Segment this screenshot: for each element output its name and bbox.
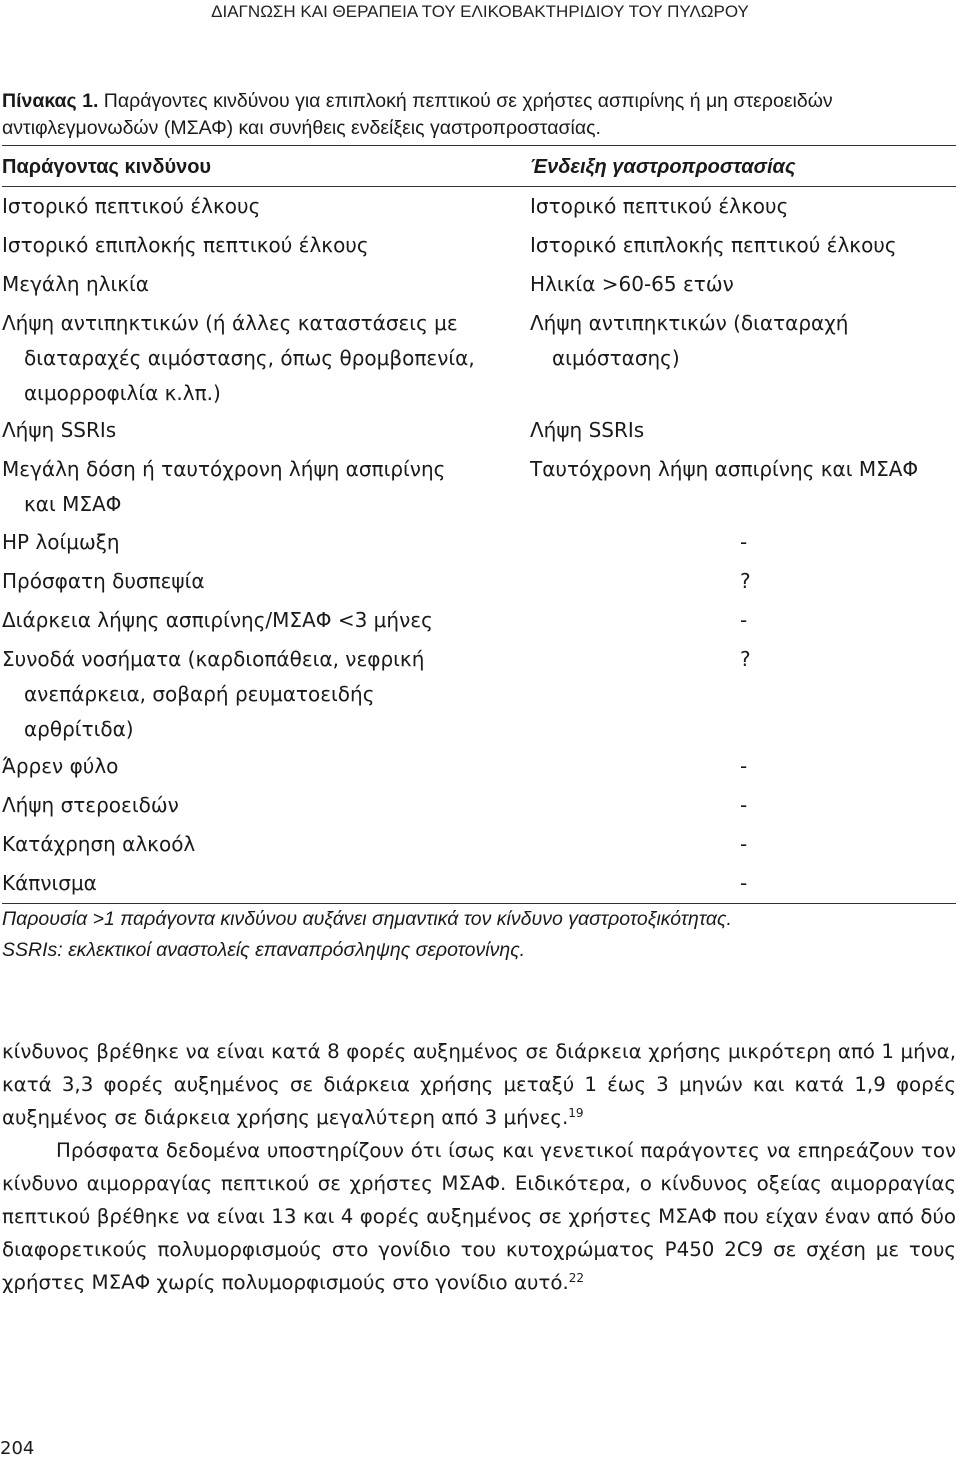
table-cell-indication: - <box>740 608 748 632</box>
table-cell-indication: ? <box>740 647 751 671</box>
table-cell-risk-continued: και ΜΣΑΦ <box>24 492 122 516</box>
table-cell-indication: Ταυτόχρονη λήψη ασπιρίνης και ΜΣΑΦ <box>530 457 919 481</box>
body-paragraph <box>2 1134 956 1299</box>
table-cell-risk: Μεγάλη ηλικία <box>2 272 149 296</box>
table-cell-risk: Λήψη στεροειδών <box>2 793 179 817</box>
table-cell-indication: - <box>740 793 748 817</box>
table-cell-indication: Ιστορικό πεπτικού έλκους <box>530 194 789 218</box>
citation-ref: 22 <box>568 1271 585 1285</box>
table-caption-text: Παράγοντες κινδύνου για επιπλοκή πεπτικού σε χρήστες ασπιρίνης ή μη στεροειδών αντιφλεγμονωδών (ΜΣΑΦ) και συνήθεις ενδείξεις γαστροπροστασίας. <box>2 90 833 139</box>
table-cell-risk: Πρόσφατη δυσπεψία <box>2 569 205 593</box>
page-number: 204 <box>0 1438 35 1459</box>
table-cell-risk: Διάρκεια λήψης ασπιρίνης/ΜΣΑΦ <3 μήνες <box>2 608 433 632</box>
table-cell-indication: - <box>740 871 748 895</box>
table-cell-risk-continued: αιμορροφιλία κ.λπ.) <box>24 381 221 405</box>
table-caption <box>2 88 952 142</box>
table-cell-indication: ? <box>740 569 751 593</box>
table-cell-risk: Ιστορικό πεπτικού έλκους <box>2 194 261 218</box>
table-top-rule <box>2 145 956 146</box>
table-cell-indication: Ιστορικό επιπλοκής πεπτικού έλκους <box>530 233 897 257</box>
table-cell-risk: Κάπνισμα <box>2 871 97 895</box>
table-cell-risk: Άρρεν φύλο <box>2 754 119 778</box>
citation-ref: 19 <box>568 1106 584 1120</box>
table-cell-risk: Λήψη SSRIs <box>2 418 117 442</box>
table-cell-indication: - <box>740 530 748 554</box>
running-head: ΔΙΑΓΝΩΣΗ ΚΑΙ ΘΕΡΑΠΕΙΑ ΤΟΥ ΕΛΙΚΟΒΑΚΤΗΡΙΔΙΟΥ ΤΟΥ ΠΥΛΩΡΟΥ <box>211 2 749 21</box>
body-paragraph-text: κίνδυνος βρέθηκε να είναι κατά 8 φορές αυξημένος σε διάρκεια χρήσης μικρότερη από 1 μήνα, κατά 3,3 φορές αυξημένος σε διάρκεια χρήσης μεταξύ 1 έως 3 μηνών και κατά 1,9 φορές αυξημένος σε διάρκεια χρήσης μεγαλύτερη από 3 μήνες. <box>2 1040 956 1129</box>
table-cell-risk-continued: αρθρίτιδα) <box>24 717 134 741</box>
table-cell-risk-continued: ανεπάρκεια, σοβαρή ρευματοειδής <box>24 682 375 706</box>
table-cell-risk-continued: διαταραχές αιμόστασης, όπως θρομβοπενία, <box>24 346 475 370</box>
table-cell-risk: Κατάχρηση αλκοόλ <box>2 832 196 856</box>
table-cell-indication: - <box>740 754 748 778</box>
body-text <box>2 1035 956 1299</box>
table-cell-indication: Ηλικία >60-65 ετών <box>530 272 734 296</box>
table-cell-indication: - <box>740 832 748 856</box>
table-caption-label: Πίνακας 1. <box>2 90 99 112</box>
table-cell-risk: Λήψη αντιπηκτικών (ή άλλες καταστάσεις με <box>2 311 458 335</box>
table-cell-risk: HP λοίμωξη <box>2 530 120 554</box>
table-cell-indication: Λήψη αντιπηκτικών (διαταραχή <box>530 311 849 335</box>
body-paragraph-text: Πρόσφατα δεδομένα υποστηρίζουν ότι ίσως και γενετικοί παράγοντες να επηρεάζουν τον κίνδυνο αιμορραγίας πεπτικού σε χρήστες ΜΣΑΦ. Ειδικότερα, ο κίνδυνος οξείας αιμορραγίας πεπτικού βρέθηκε να είναι 13 και 4 φορές αυξημένος σε χρήστες ΜΣΑΦ που είχαν έναν από δύο διαφορετικούς πολυμορφισμούς στο γονίδιο του κυτοχρώματος P450 2C9 σε σχέση με τους χρήστες ΜΣΑΦ χωρίς πολυμορφισμούς στο γονίδιο αυτό. <box>2 1139 956 1294</box>
table-cell-risk: Συνοδά νοσήματα (καρδιοπάθεια, νεφρική <box>2 647 425 671</box>
body-paragraph <box>2 1035 956 1134</box>
table-footnote: SSRIs: εκλεκτικοί αναστολείς επαναπρόσληψης σεροτονίνης. <box>2 939 526 961</box>
table-cell-risk: Ιστορικό επιπλοκής πεπτικού έλκους <box>2 233 369 257</box>
table-footnote: Παρουσία >1 παράγοντα κινδύνου αυξάνει σημαντικά τον κίνδυνο γαστροτοξικότητας. <box>2 908 732 930</box>
table-cell-indication: Λήψη SSRIs <box>530 418 645 442</box>
table-cell-indication-continued: αιμόστασης) <box>552 346 680 370</box>
table-header-rule <box>2 186 956 187</box>
table-cell-risk: Μεγάλη δόση ή ταυτόχρονη λήψη ασπιρίνης <box>2 457 446 481</box>
table-header-left: Παράγοντας κινδύνου <box>2 156 212 178</box>
table-header-right: Ένδειξη γαστροπροστασίας <box>530 156 796 178</box>
